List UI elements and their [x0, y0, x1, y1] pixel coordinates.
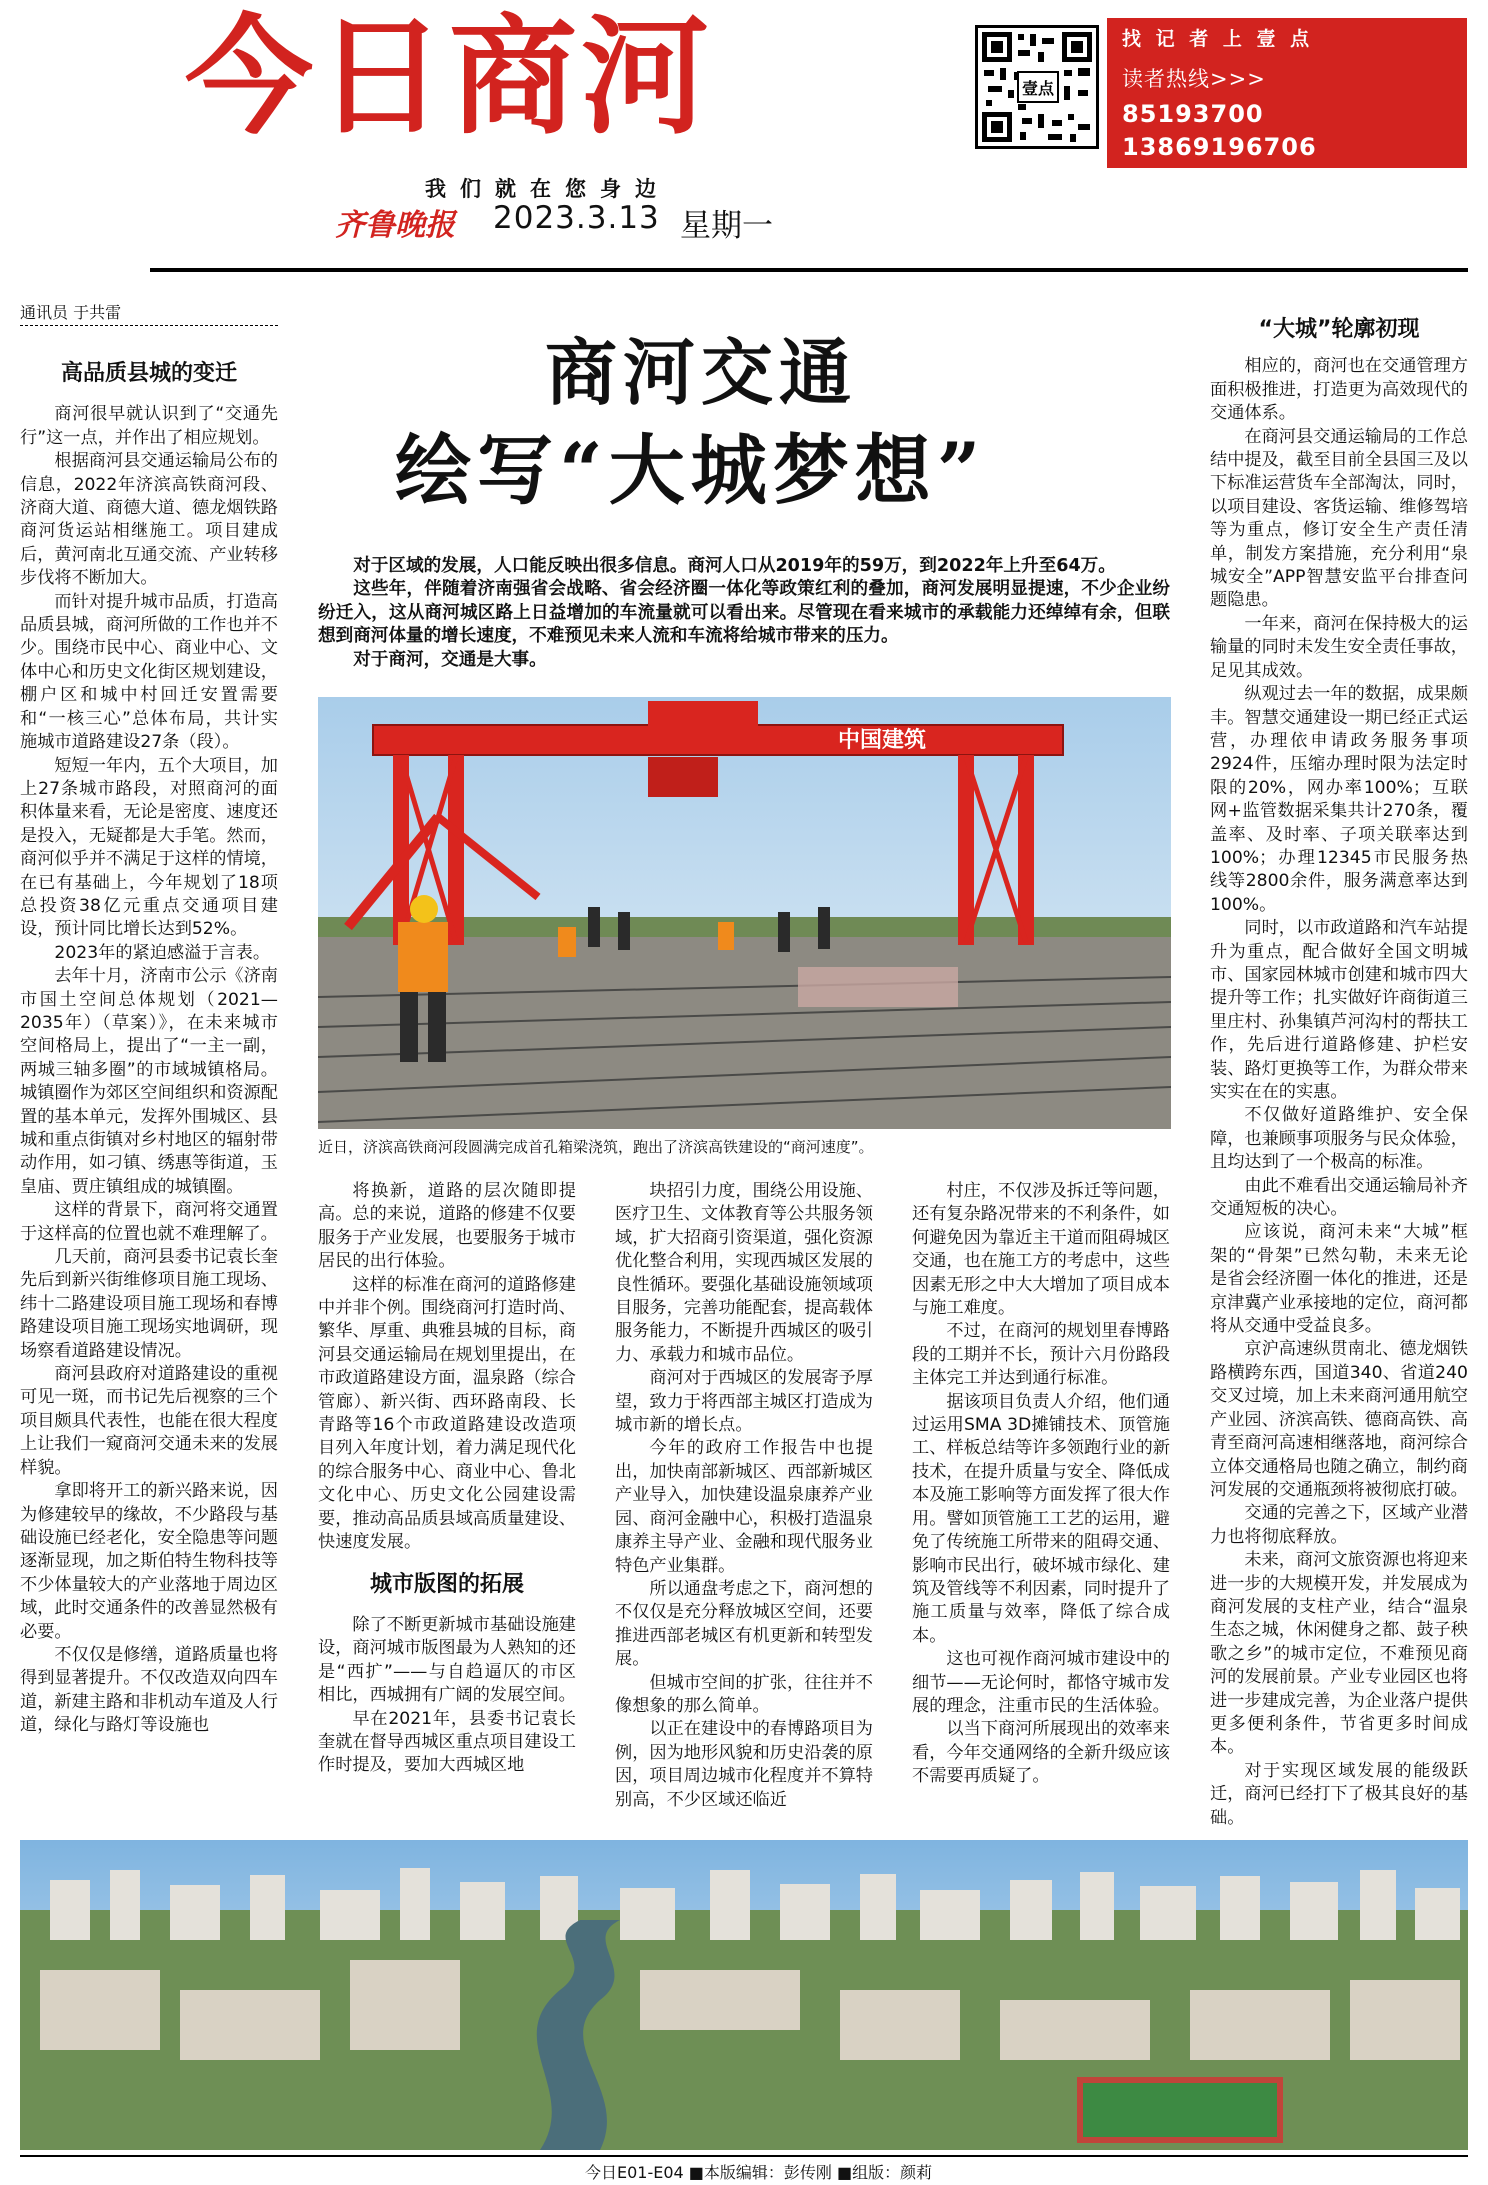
body-paragraph: 几天前，商河县委书记袁长奎先后到新兴街维修项目施工现场、纬十二路建设项目施工现场和春博路建设项目施工现场实地调研，现场察看道路建设情况。 [20, 1247, 278, 1361]
qr-code[interactable] [975, 25, 1099, 149]
body-paragraph: 去年十月，济南市公示《济南市国土空间总体规划（2021—2035年）（草案）》，在未来城市空间格局上，提出了“一主一副，两城三轴多圈”的市域城镇格局。城镇圈作为郊区空间组织和资源配置的基本单元，发挥外围城区、县城和重点街镇对乡村地区的辐射带动作用，如刁镇、绣惠等街道，玉皇庙、贾庄镇组成的城镇圈。 [20, 966, 278, 1197]
body-paragraph: 这样的背景下，商河将交通置于这样高的位置也就不难理解了。 [20, 1200, 278, 1244]
body-paragraph: 商河县政府对道路建设的重视可见一斑，而书记先后视察的三个项目颇具代表性，也能在很大程度上让我们一窥商河交通未来的发展样貌。 [20, 1364, 278, 1478]
byline: 通讯员 于共雷 [20, 303, 122, 322]
body-paragraph: 但城市空间的扩张，往往并不像想象的那么简单。 [615, 1672, 873, 1716]
city-aerial-photo [20, 1840, 1468, 2150]
column-3 [615, 1180, 873, 1812]
byline-divider [20, 325, 278, 326]
subheading: 高品质县城的变迁 [60, 361, 237, 386]
body-paragraph: 一年来，商河在保持极大的运输量的同时未发生安全责任事故，足见其成效。 [1210, 613, 1468, 681]
body-paragraph: 早在2021年，县委书记袁长奎就在督导西城区重点项目建设工作时提及，要加大西城区地 [318, 1708, 576, 1776]
body-paragraph: 对于实现区域发展的能级跃迁，商河已经打下了极其良好的基础。 [1210, 1760, 1468, 1828]
body-paragraph: 所以通盘考虑之下，商河想的不仅仅是充分释放城区空间，还要推进西部老城区有机更新和转型发展。 [615, 1578, 873, 1670]
body-paragraph: 不过，在商河的规划里春博路段的工期并不长，预计六月份路段主体完工并达到通行标准。 [912, 1321, 1170, 1389]
construction-photo [318, 697, 1171, 1129]
slogan: 我们就在您身边 [425, 177, 670, 201]
body-paragraph: 而针对提升城市品质，打造高品质县城，商河所做的工作也并不少。围绕市民中心、商业中心、文体中心和历史文化街区规划建设，棚户区和城中村回迁安置需要和“一核三心”总体布局，共计实施城市道路建设27条（段）。 [20, 591, 278, 753]
column-5 [1210, 318, 1468, 1830]
hotline-top-text: 找 记 者 上 壹 点 [1122, 28, 1314, 50]
reader-hotline-box [1107, 18, 1467, 168]
body-paragraph: 在商河县交通运输局的工作总结中提及，截至目前全县国三及以下标准运营货车全部淘汰，同时，以项目建设、客货运输、维修驾培等为重点，修订安全生产责任清单，制发方案措施，充分利用“泉城安全”APP智慧安监平台排查问题隐患。 [1210, 426, 1468, 611]
page-footer: 今日E01-E04 ■本版编辑：彭传刚 ■组版：颜莉 [585, 2163, 933, 2182]
body-paragraph: 根据商河县交通运输局公布的信息，2022年济滨高铁商河段、济商大道、商德大道、德龙烟铁路商河货运站相继施工。项目建成后，黄河南北互通交流、产业转移步伐将不断加大。 [20, 451, 278, 589]
body-paragraph: 以正在建设中的春博路项目为例，因为地形风貌和历史沿袭的原因，项目周边城市化程度并不算特别高，不少区域还临近 [615, 1719, 873, 1810]
body-paragraph: 以当下商河所展现出的效率来看，今年交通网络的全新升级应该不需要再质疑了。 [912, 1719, 1170, 1787]
body-paragraph: 这也可视作商河城市建设中的细节——无论何时，都恪守城市发展的理念，注重市民的生活体验。 [912, 1649, 1170, 1716]
issue-weekday: 星期一 [680, 208, 773, 244]
body-paragraph: 未来，商河文旅资源也将迎来进一步的大规模开发，并发展成为商河发展的支柱产业，结合“温泉生态之城，休闲健身之都、鼓子秧歌之乡”的城市定位，不难预见商河的发展前景。产业专业园区也将进一步建成完善，为企业落户提供更多便利条件，节省更多时间成本。 [1210, 1550, 1468, 1758]
column-4 [912, 1180, 1170, 1789]
footer-divider [20, 2155, 1468, 2157]
lead-paragraph: 对于商河，交通是大事。 [353, 649, 547, 670]
body-paragraph: 商河很早就认识到了“交通先行”这一点，并作出了相应规划。 [20, 404, 278, 448]
paper-logo: 齐鲁晚报 [335, 208, 455, 243]
masthead-divider [150, 268, 1468, 272]
issue-date: 2023.3.13 [493, 200, 660, 236]
qr-code-icon [978, 28, 1096, 146]
headline-line-1: 商河交通 [545, 330, 858, 415]
lead-paragraph: 这些年，伴随着济南强省会战略、省会经济圈一体化等政策红利的叠加，商河发展明显提速，不少企业纷纷迁入，这从商河城区路上日益增加的车流量就可以看出来。尽管现在看来城市的承载能力还绰绰有余，但联想到商河体量的增长速度，不难预见未来人流和车流将给城市带来的压力。 [318, 579, 1170, 647]
qr-label: 壹点 [1021, 79, 1055, 98]
body-paragraph: 不仅仅是修缮，道路质量也将得到显著提升。不仅改造双向四车道，新建主路和非机动车道及人行道，绿化与路灯等设施也 [20, 1644, 278, 1736]
body-paragraph: 拿即将开工的新兴路来说，因为修建较早的缘故，不少路段与基础设施已经老化，安全隐患等问题逐渐显现，加之斯伯特生物科技等不少体量较大的产业落地于周边区域，此时交通条件的改善显然极有必要。 [20, 1481, 278, 1642]
body-paragraph: 同时，以市政道路和汽车站提升为重点，配合做好全国文明城市、国家园林城市创建和城市四大提升等工作；扎实做好许商街道三里庄村、孙集镇芦河沟村的帮扶工作，先后进行道路修建、护栏安装、路灯更换等工作，为群众带来实实在在的实惠。 [1210, 918, 1468, 1102]
body-paragraph: 相应的，商河也在交通管理方面积极推进，打造更为高效现代的交通体系。 [1210, 356, 1468, 424]
column-1 [20, 362, 278, 1738]
body-paragraph: 短短一年内，五个大项目，加上27条城市路段，对照商河的面积体量来看，无论是密度、速度还是投入，无疑都是大手笔。然而，商河似乎并不满足于这样的情境，在已有基础上，今年规划了18项总投资38亿元重点交通项目建设，预计同比增长达到52%。 [20, 755, 278, 940]
body-paragraph: 纵观过去一年的数据，成果颇丰。智慧交通建设一期已经正式运营，办理依申请政务服务事项2924件，压缩办理时限为法定时限的20%，网办率100%；互联网+监管数据采集共计270条，覆盖率、及时率、子项关联率达到100%；办理12345市民服务热线等2800余件，服务满意率达到100%。 [1210, 684, 1468, 915]
photo-caption: 近日，济滨高铁商河段圆满完成首孔箱梁浇筑，跑出了济滨高铁建设的“商河速度”。 [318, 1138, 874, 1156]
masthead-title: 今日商河 [185, 3, 714, 152]
crane-banner: 中国建筑 [838, 728, 927, 753]
hotline-label: 读者热线>>> [1122, 67, 1266, 91]
body-paragraph: 由此不难看出交通运输局补齐交通短板的决心。 [1210, 1175, 1468, 1220]
body-paragraph: 这样的标准在商河的道路修建中并非个例。围绕商河打造时尚、繁华、厚重、典雅县城的目标，商河县交通运输局在规划里提出，在市政道路建设方面，温泉路（综合管廊）、新兴街、西环路南段、长青路等16个市政道路建设改造项目列入年度计划，着力满足现代化的综合服务中心、商业中心、鲁北文化中心、历史文化公园建设需要，推动高品质县域高质量建设、快速度发展。 [318, 1274, 576, 1553]
body-paragraph: 应该说，商河未来“大城”框架的“骨架”已然勾勒，未来无论是省会经济圈一体化的推进，还是京津冀产业承接地的定位，商河都将从交通中受益良多。 [1210, 1222, 1468, 1337]
body-paragraph: 除了不断更新城市基础设施建设，商河城市版图最为人熟知的还是“西扩”——与自趋逼仄的市区相比，西城拥有广阔的发展空间。 [318, 1614, 576, 1706]
body-paragraph: 今年的政府工作报告中也提出，加快南部新城区、西部新城区产业导入，加快建设温泉康养产业园、商河金融中心，积极打造温泉康养主导产业、金融和现代服务业特色产业集群。 [615, 1438, 873, 1576]
article-lead [318, 555, 1170, 672]
column-2 [318, 1180, 576, 1778]
city-aerial-illustration [20, 1840, 1468, 2150]
subheading: 城市版图的拓展 [369, 1571, 524, 1597]
subheading: “大城”轮廓初现 [1258, 317, 1420, 342]
hotline-phone-2[interactable]: 13869196706 [1122, 133, 1317, 161]
gantry-crane-illustration [318, 697, 1171, 1129]
body-paragraph: 块招引力度，围绕公用设施、医疗卫生、文体教育等公共服务领域，扩大招商引资渠道，强化资源优化整合利用，实现西城区发展的良性循环。要强化基础设施领域项目服务，完善功能配套，提高载体服务能力，不断提升西城区的吸引力、承载力和城市品位。 [615, 1181, 873, 1365]
body-paragraph: 据该项目负责人介绍，他们通过运用SMA 3D摊铺技术、顶管施工、样板总结等许多领跑行业的新技术，在提升质量与安全、降低成本及施工影响等方面发挥了很大作用。譬如顶管施工工艺的运用，避免了传统施工所带来的阻碍交通、影响市民出行，破坏城市绿化、建筑及管线等不利因素，同时提升了施工质量与效率，降低了综合成本。 [912, 1391, 1170, 1646]
body-paragraph: 交通的完善之下，区域产业潜力也将彻底释放。 [1210, 1503, 1468, 1547]
body-paragraph: 将换新，道路的层次随即提高。总的来说，道路的修建不仅要服务于产业发展，也要服务于城市居民的出行体验。 [318, 1181, 576, 1272]
lead-paragraph: 对于区域的发展，人口能反映出很多信息。商河人口从2019年的59万，到2022年上升至64万。 [353, 556, 1116, 576]
headline-line-2: 绘写“大城梦想” [395, 426, 987, 515]
body-paragraph: 商河对于西城区的发展寄予厚望，致力于将西部主城区打造成为城市新的增长点。 [615, 1368, 873, 1436]
hotline-phone-1[interactable]: 85193700 [1122, 100, 1264, 128]
body-paragraph: 不仅做好道路维护、安全保障，也兼顾事项服务与民众体验，且均达到了一个极高的标准。 [1210, 1105, 1468, 1173]
body-paragraph: 2023年的紧迫感溢于言表。 [54, 942, 271, 963]
body-paragraph: 京沪高速纵贯南北、德龙烟铁路横跨东西，国道340、省道240交叉过境，加上未来商河通用航空产业园、济滨高铁、德商高铁、高青至商河高速相继落地，商河综合立体交通格局也随之确立，制约商河发展的交通瓶颈将被彻底打破。 [1210, 1339, 1468, 1500]
body-paragraph: 村庄，不仅涉及拆迁等问题，还有复杂路况带来的不利条件，如何避免因为靠近主干道而阻碍城区交通，也在施工方的考虑中，这些因素无形之中大大增加了项目成本与施工难度。 [912, 1181, 1170, 1319]
